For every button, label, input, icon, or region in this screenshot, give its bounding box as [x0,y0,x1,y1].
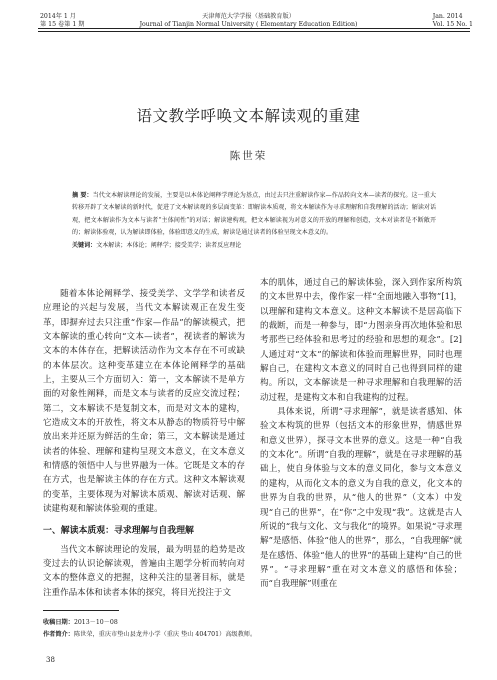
header-rule-thick [38,28,470,29]
header-volume: 第 15 卷第 1 期 [40,21,85,28]
header-date: 2014年 1 月 [40,13,76,20]
journal-name-cn: 天津师范大学学报（基础教育版） [202,13,295,20]
header-volume-en: Vol. 15 No. 1 [432,21,473,28]
header-right [433,13,473,29]
footnote [43,617,273,640]
author-bio: 陈世荣，重庆市垫山县龙井小学（重庆 垫山 404701）高级教师。 [73,630,257,638]
article-author: 陈世荣 [229,150,268,162]
body-paragraph: 当代文本解读理论的发展，最为明显的趋势是改变过去的认识论解读观，普遍由主题学分析而转向对文本的整体意义的把握，这种关注的显著目标，就是注重作品本体和读者本体的探究，将目光投注于文 [43,544,245,598]
page-number: 38 [46,656,55,664]
received-date-line [43,617,273,629]
footnote-rule [43,610,119,611]
header-date-en: Jan. 2014 [432,13,463,20]
journal-name-en: Journal of Tianjin Normal University ( Elementary Education Edition) [139,21,358,28]
received-date: 2013－10－08 [73,619,118,626]
abstract-label: 摘 要： [72,192,93,199]
article-title: 语文教学呼唤文本解读观的重建 [136,107,361,125]
abstract-text: 当代文本解读理论的发展，主要是以本体论阐释学理论为基点，由过去只注重解读作家—作品转向文本—读者的探究。这一重大转移开辟了文本解读的新时代，促进了文本解读观的多层面变革：即解读本质观，将文本解读作为寻求理解和自我理解的活动；解读对话观，把文本解读作为文本与读者“主体间性”的对话；解读建构观，把文本解读视为对意义的开放的理解和创造，文本对读者是不断敞开的；解读体验观，认为解读即体验，体验即意义的生成，解读是通过读者的体验呈现文本意义的。 [72,192,436,237]
author-bio-label: 作者简介： [43,630,74,638]
body-paragraph: 具体来说，所谓“寻求理解”，就是读者感知、体验文本构筑的世界（包括文本的形象世界，情感世界和意义世界），探寻文本世界的意义。这是一种“自我的文本化”。所谓“自我的理解”，就是在寻求理解的基础上，使自身体验与文本的意义同化，参与文本意义的建构，从而化文本的意义为自我的意义，化文本的世界为自我的世界，从“他人的世界”（文本）中发现“自己的世界”，在“你”之中发现“我”。这就是古人所说的“我与文化、文与我化”的境界。如果说“寻求理解”是感悟、体验“他人的世界”，那么，“自我理解”就是在感悟、体验“他人的世界”的基础上建构“自己的世界”。“寻求理解”重在对文本意义的感悟和体验；而“自我理解”则重在 [260,407,462,590]
abstract-block [72,190,436,252]
section-heading: 一、解读本质观：寻求理解与自我理解 [43,525,194,536]
header-center [0,13,497,29]
keywords-label: 关键词： [72,241,97,249]
body-paragraph: 随着本体论阐释学、接受美学、文学学和读者反应理论的兴起与发展，当代文本解读观正在发生变革，即摒弃过去只注重“作家—作品”的解读模式，把文本解读的重心转向“文本—读者”，视读者的解读为文本的本体存在，把解读活动作为文本存在不可或缺的本体层次。这种变革建立在本体论阐释学的基础上，主要从三个方面切入：第一，文本解读不是单方面的对象性阐释，而是文本与读者的反应交流过程；第二，文本解读不是复制文本，而是对文本的建构，它造成文本的开放性，将文本从静态的物质符号中解放出来并还原为鲜活的生命；第三，文本解读是通过读者的体验、理解和建构呈现文本意义，在文本意义和情感的领悟中人与世界融为一体。它既是文本的存在方式，也是解读主体的存在方式。这种文本解读观的变革，主要体现为对解读本质观、解读对话观、解读建构观和解读体验观的重建。 [43,289,245,515]
left-column [43,287,245,600]
header-rule-thin [38,31,470,32]
keywords-text: 文本解读；本体论；阐释学；接受美学；读者反应理论 [96,241,242,249]
author-bio-line [43,629,273,641]
right-column [260,276,462,592]
received-label: 收稿日期： [43,619,74,626]
body-paragraph: 本的肌体，通过自己的解读体验，深入到作家所构筑的文本世界中去，像作家一样“全面地融入事物”[1]，以理解和建构文本意义。这种文本解读不是居高临下的裁断，而是一种参与，即“力图亲身再次地体验和思考那些已经体验和思考过的经验和思想的观念”。[2]人通过对“文本”的解读和体验而理解世界，同时也理解自己，在建构文本意义的同时自己也得到同样的建构。所以，文本解读是一种寻求理解和自我理解的活动过程，是建构文本和自我建构的过程。 [260,278,462,403]
